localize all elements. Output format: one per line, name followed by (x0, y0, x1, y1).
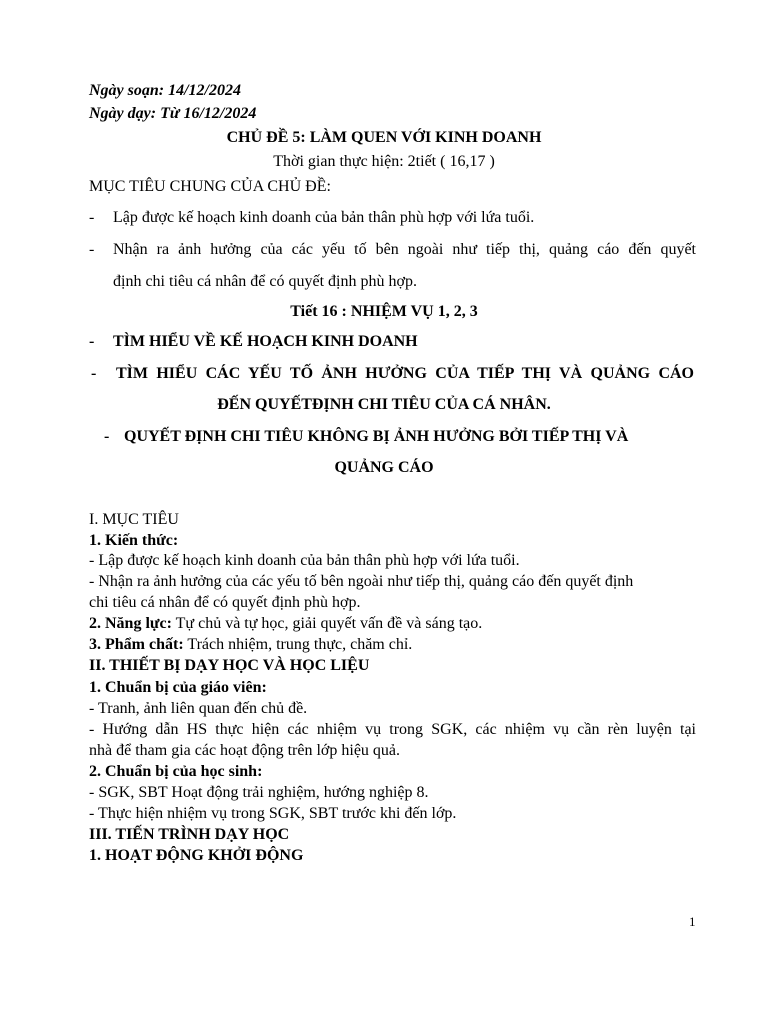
competency-label: 2. Năng lực: (89, 615, 172, 632)
teacher-prep-heading: 1. Chuẩn bị của giáo viên: (89, 679, 267, 696)
knowledge-item: - Lập được kế hoạch kinh doanh của bản thân phù hợp với lứa tuổi. (89, 552, 520, 569)
bullet-dash: - (89, 241, 95, 258)
student-prep-item: - SGK, SBT Hoạt động trải nghiệm, hướng nghiệp 8. (89, 784, 429, 801)
section3-heading: III. TIẾN TRÌNH DẠY HỌC (89, 826, 290, 843)
page-number: 1 (689, 914, 696, 929)
lesson-task-text: QUYẾT ĐỊNH CHI TIÊU KHÔNG BỊ ẢNH HƯỞNG BỞI TIẾP THỊ VÀ (124, 428, 629, 445)
duration: Thời gian thực hiện: 2tiết ( 16,17 ) (273, 153, 495, 170)
bullet-dash: - (91, 365, 97, 382)
student-prep-item: - Thực hiện nhiệm vụ trong SGK, SBT trước khi đến lớp. (89, 805, 457, 822)
activity-heading: 1. HOẠT ĐỘNG KHỞI ĐỘNG (89, 847, 304, 864)
quality-line (89, 634, 412, 656)
general-goals-heading: MỤC TIÊU CHUNG CỦA CHỦ ĐỀ: (89, 178, 331, 195)
competency-line (89, 613, 482, 635)
bullet-dash: - (104, 428, 110, 445)
general-goal-text: Nhận ra ảnh hưởng của các yếu tố bên ngoài như tiếp thị, quảng cáo đến quyết (113, 241, 696, 258)
quality-label: 3. Phẩm chất: (89, 636, 184, 653)
knowledge-item-continued: chi tiêu cá nhân để có quyết định phù hợp. (89, 594, 361, 611)
student-prep-heading: 2. Chuẩn bị của học sinh: (89, 763, 263, 780)
lesson-task-text-continued: ĐẾN QUYẾTĐỊNH CHI TIÊU CỦA CÁ NHÂN. (217, 396, 551, 413)
section1-heading: I. MỤC TIÊU (89, 511, 179, 528)
quality-text: Trách nhiệm, trung thực, chăm chỉ. (183, 636, 413, 653)
lesson-task-text-continued: QUẢNG CÁO (334, 459, 434, 476)
lesson-task-text: TÌM HIỂU CÁC YẾU TỐ ẢNH HƯỞNG CỦA TIẾP THỊ VÀ QUẢNG CÁO (116, 365, 694, 382)
section2-heading: II. THIẾT BỊ DẠY HỌC VÀ HỌC LIỆU (89, 657, 370, 674)
teacher-prep-item-continued: nhà để tham gia các hoạt động trên lớp hiệu quả. (89, 742, 401, 759)
general-goal-text-continued: định chi tiêu cá nhân để có quyết định phù hợp. (113, 273, 417, 290)
topic-title: CHỦ ĐỀ 5: LÀM QUEN VỚI KINH DOANH (226, 129, 542, 146)
competency-text: Tự chủ và tự học, giải quyết vấn đề và sáng tạo. (171, 615, 483, 632)
lesson-task-text: TÌM HIỂU VỀ KẾ HOẠCH KINH DOANH (113, 333, 418, 350)
teacher-prep-item: - Tranh, ảnh liên quan đến chủ đề. (89, 700, 308, 717)
general-goal-text: Lập được kế hoạch kinh doanh của bản thân phù hợp với lứa tuổi. (113, 209, 535, 226)
prepared-date: Ngày soạn: 14/12/2024 (89, 82, 241, 99)
knowledge-item: - Nhận ra ảnh hưởng của các yếu tố bên ngoài như tiếp thị, quảng cáo đến quyết định (89, 573, 634, 590)
teacher-prep-item: - Hướng dẫn HS thực hiện các nhiệm vụ trong SGK, các nhiệm vụ cần rèn luyện tại (89, 721, 696, 738)
bullet-dash: - (89, 333, 95, 350)
lesson-title: Tiết 16 : NHIỆM VỤ 1, 2, 3 (290, 303, 478, 320)
bullet-dash: - (89, 209, 95, 226)
teaching-date: Ngày dạy: Từ 16/12/2024 (89, 105, 257, 122)
knowledge-heading: 1. Kiến thức: (89, 532, 179, 549)
